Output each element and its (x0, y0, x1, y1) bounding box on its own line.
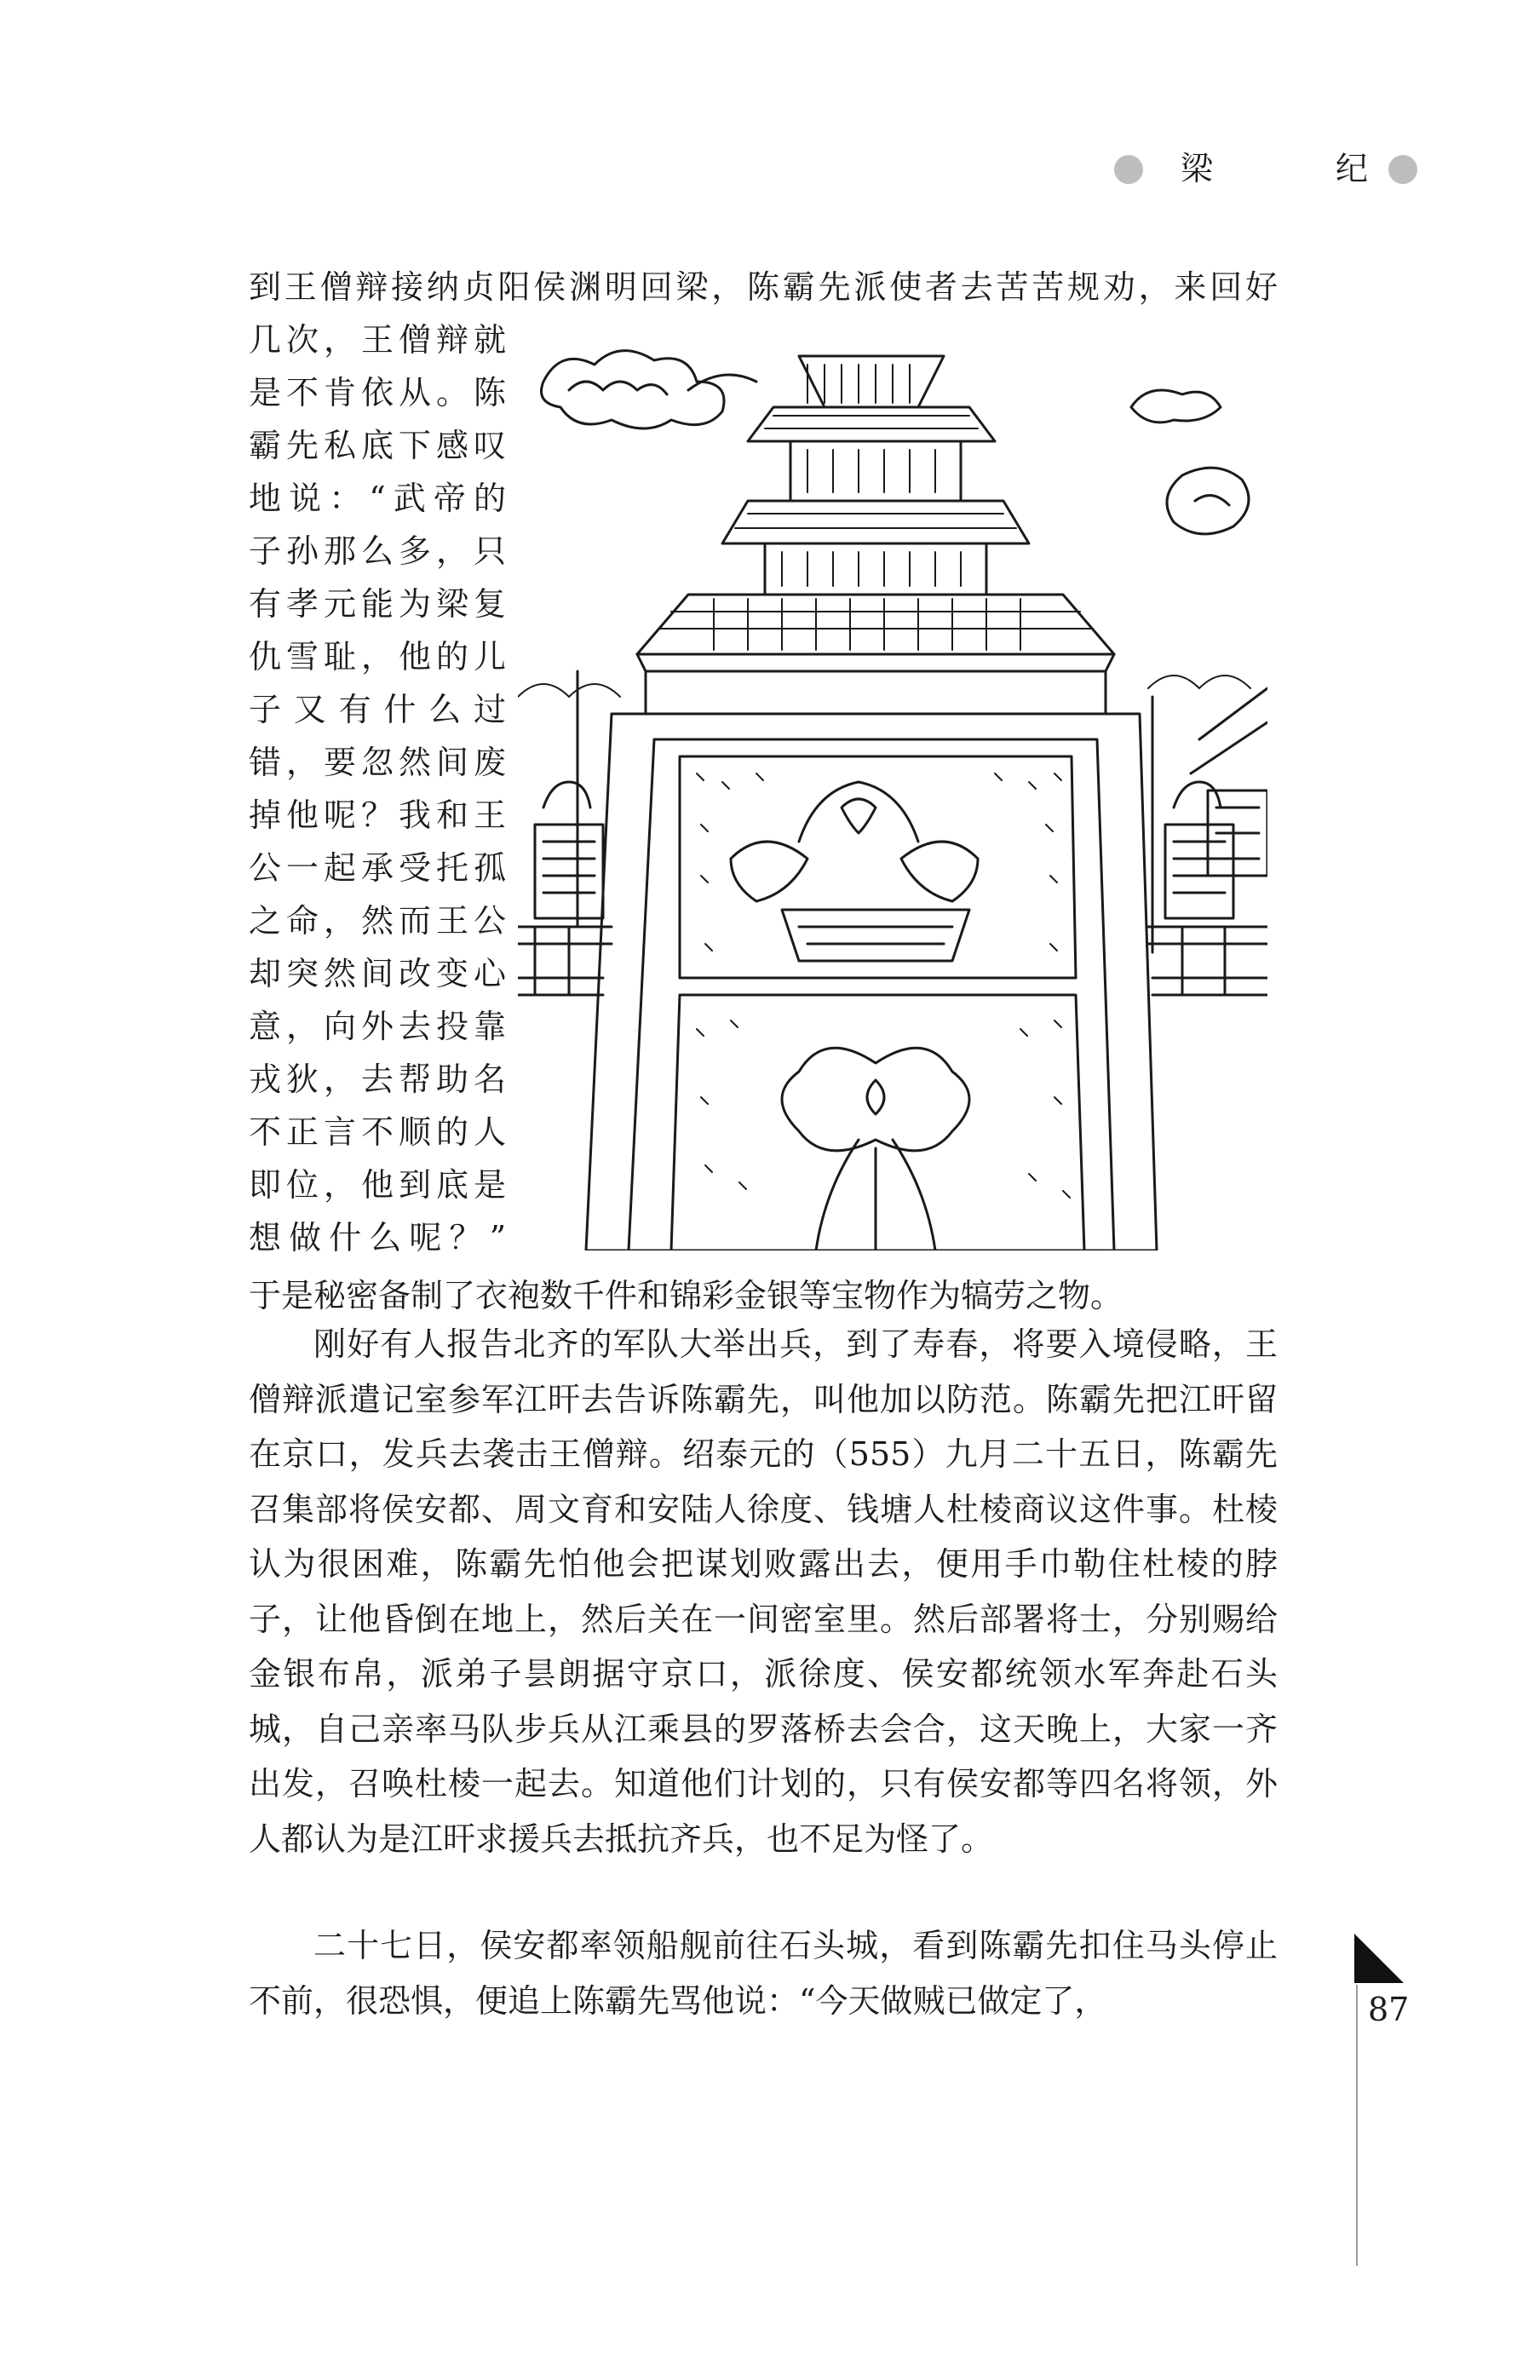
page-number: 87 (1368, 1991, 1410, 2028)
narrow-line: 地说：“武帝的 (249, 480, 506, 517)
narrow-line: 子孙那么多，只 (249, 532, 506, 570)
narrow-line: 之命，然而王公 (249, 902, 506, 940)
stele-texture (697, 773, 1070, 1198)
narrow-line: 仇雪耻，他的儿 (249, 638, 506, 675)
narrow-line: 即位，他到底是 (249, 1166, 506, 1204)
narrow-line: 却突然间改变心 (249, 955, 506, 992)
narrow-line: 几次，王僧辩就 (249, 321, 506, 359)
paragraph-3: 二十七日，侯安都率领船舰前往石头城，看到陈霸先扣住马头停止不前，很恐惧，便追上陈霸先骂他说：“今天做贼已做定了， (249, 1927, 1278, 2020)
header-title (1181, 143, 1368, 194)
cloud-left (542, 351, 757, 428)
body-line-1: 到王僧辩接纳贞阳侯渊明回梁，陈霸先派使者去苦苦规劝，来回好 (249, 268, 1278, 306)
narrow-line: 霸先私底下感叹 (249, 427, 506, 464)
narrow-line: 意，向外去投靠 (249, 1008, 506, 1045)
narrow-line: 掉他呢？我和王 (249, 796, 506, 834)
header-char-1: 梁 (1181, 150, 1214, 187)
narrow-line: 有孝元能为梁复 (249, 585, 506, 623)
narrow-line: 子又有什么过 (249, 691, 506, 728)
page-margin-rule (1356, 1985, 1358, 2266)
guard-left (535, 671, 603, 927)
cloud-right (1131, 390, 1249, 534)
narrow-line: 是不肯依从。陈 (249, 374, 506, 411)
flower-motif (782, 1048, 969, 1250)
guard-right (1152, 697, 1233, 952)
paragraph-2: 刚好有人报告北齐的军队大举出兵，到了寿春，将要入境侵略，王僧辩派遣记室参军江旰去告诉陈霸先，叫他加以防范。陈霸先把江旰留在京口，发兵去袭击王僧辩。绍泰元的（555）九月二十五日，陈霸先召集部将侯安都、周文育和安陆人徐度、钱塘人杜棱商议这件事。杜棱认为很困难，陈霸先怕他会把谋划败露出去，便用手巾勒住杜棱的脖子，让他昏倒在地上，然后关在一间密室里。然后部署将士，分别赐给金银布帛，派弟子昙朗据守京口，派徐度、侯安都统领水军奔赴石头城，自己亲率马队步兵从江乘县的罗落桥去会合，这天晚上，大家一齐出发，召唤杜棱一起去。知道他们计划的，只有侯安都等四名将领，外人都认为是江旰求援兵去抵抗齐兵，也不足为怪了。 (249, 1325, 1278, 1858)
body-line-after-figure: 于是秘密备制了衣袍数千件和锦彩金银等宝物作为犒劳之物。 (249, 1277, 1123, 1314)
running-header (1107, 143, 1431, 194)
phoenix-motif (731, 782, 978, 961)
narrow-line: 戎狄，去帮助名 (249, 1061, 506, 1098)
narrow-line: 错，要忽然间废 (249, 744, 506, 781)
pagoda-stele-illustration (518, 331, 1267, 1250)
page-corner-triangle (1354, 1934, 1404, 1983)
header-dot-right (1388, 155, 1417, 184)
background-trees (518, 675, 1250, 697)
narrow-line: 不正言不顺的人 (249, 1113, 506, 1151)
narrow-line: 公一起承受托孤 (249, 849, 506, 887)
railing-right (1148, 927, 1267, 995)
narrow-line: 想做什么呢？” (249, 1219, 506, 1256)
header-char-2: 纪 (1335, 150, 1368, 187)
header-dot-left (1114, 155, 1143, 184)
